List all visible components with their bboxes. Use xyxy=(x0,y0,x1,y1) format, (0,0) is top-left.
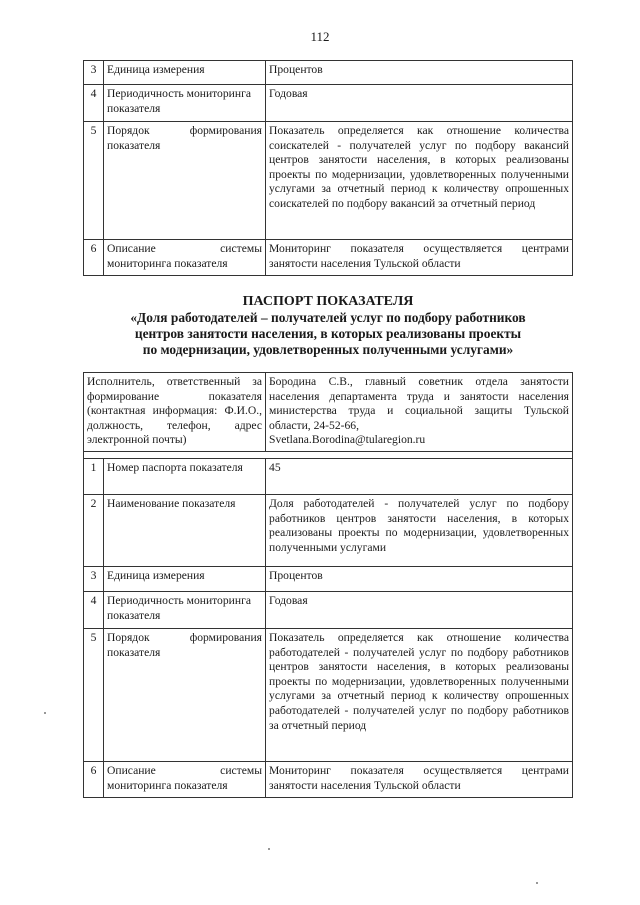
row-label: Порядок формирования показателя xyxy=(104,628,266,761)
passport-heading: ПАСПОРТ ПОКАЗАТЕЛЯ xyxy=(242,294,414,309)
executor-email: Svetlana.Borodina@tularegion.ru xyxy=(269,433,426,447)
spacer-cell xyxy=(84,451,573,458)
top-indicator-table xyxy=(83,60,573,276)
passport-heading-block xyxy=(83,294,573,358)
table-row xyxy=(84,122,573,240)
page-number: 112 xyxy=(310,29,330,44)
table-row xyxy=(84,240,573,276)
executor-label: Исполнитель, ответственный за формирование показателя (контактная информация: Ф.И.О., должность, телефон, адрес электронной почты) xyxy=(84,373,266,452)
passport-subtitle-line-1: «Доля работодателей – получателей услуг по подбору работников xyxy=(130,310,526,325)
row-label: Периодичность мониторинга показателя xyxy=(104,591,266,628)
row-value: Показатель определяется как отношение количества работодателей - получателей услуг по подбору работников центров занятости населения, в которых реализованы проекты по модернизации, удовлетворенных полученными услугами за отчетный период к количеству опрошенных работодателей - получателей услуг по подбору работников за отчетный период xyxy=(266,628,573,761)
row-number: 3 xyxy=(84,61,104,85)
row-number: 5 xyxy=(84,628,104,761)
table-row xyxy=(84,61,573,85)
row-number: 1 xyxy=(84,458,104,494)
scan-speck xyxy=(268,848,270,850)
row-number: 3 xyxy=(84,566,104,591)
row-label: Единица измерения xyxy=(104,61,266,85)
executor-row xyxy=(84,373,573,452)
row-value: Мониторинг показателя осуществляется центрами занятости населения Тульской области xyxy=(266,761,573,797)
row-number: 5 xyxy=(84,122,104,240)
row-value: Мониторинг показателя осуществляется центрами занятости населения Тульской области xyxy=(266,240,573,276)
scan-speck xyxy=(44,712,46,714)
row-label: Единица измерения xyxy=(104,566,266,591)
row-number: 4 xyxy=(84,85,104,122)
row-value: Показатель определяется как отношение количества соискателей - получателей услуг по подбору вакансий центров занятости населения, в которых реализованы проекты по модернизации, удовлетворенных полученными услугами за отчетный период к количеству опрошенных соискателей по подбору вакансий за отчетный период xyxy=(266,122,573,240)
executor-contact: Бородина С.В., главный советник отдела занятости населения департамента труда и занятости населения министерства труда и социальной защиты Тульской области, 24-52-66, xyxy=(269,375,569,432)
executor-value xyxy=(266,373,573,452)
passport-subtitle-line-2: центров занятости населения, в которых реализованы проекты xyxy=(134,326,522,341)
table-row xyxy=(84,85,573,122)
row-label: Периодичность мониторинга показателя xyxy=(104,85,266,122)
row-number: 6 xyxy=(84,240,104,276)
row-number: 6 xyxy=(84,761,104,797)
row-label: Описание системы мониторинга показателя xyxy=(104,240,266,276)
table-row xyxy=(84,628,573,761)
passport-table xyxy=(83,372,573,798)
row-label: Наименование показателя xyxy=(104,494,266,566)
row-label: Номер паспорта показателя xyxy=(104,458,266,494)
passport-subtitle-line-3: по модернизации, удовлетворенных полученными услугами» xyxy=(142,342,514,357)
row-value: Годовая xyxy=(266,591,573,628)
row-label: Описание системы мониторинга показателя xyxy=(104,761,266,797)
row-number: 4 xyxy=(84,591,104,628)
row-value: Процентов xyxy=(266,61,573,85)
scan-speck xyxy=(536,882,538,884)
row-number: 2 xyxy=(84,494,104,566)
row-value: Процентов xyxy=(266,566,573,591)
row-value: Доля работодателей - получателей услуг по подбору работников центров занятости населения, в которых реализованы проекты по модернизации, удовлетворенных полученными услугами xyxy=(266,494,573,566)
spacer-row xyxy=(84,451,573,458)
table-row xyxy=(84,566,573,591)
row-value: 45 xyxy=(266,458,573,494)
table-row xyxy=(84,494,573,566)
table-row xyxy=(84,458,573,494)
row-label: Порядок формирования показателя xyxy=(104,122,266,240)
table-row xyxy=(84,591,573,628)
table-row xyxy=(84,761,573,797)
row-value: Годовая xyxy=(266,85,573,122)
